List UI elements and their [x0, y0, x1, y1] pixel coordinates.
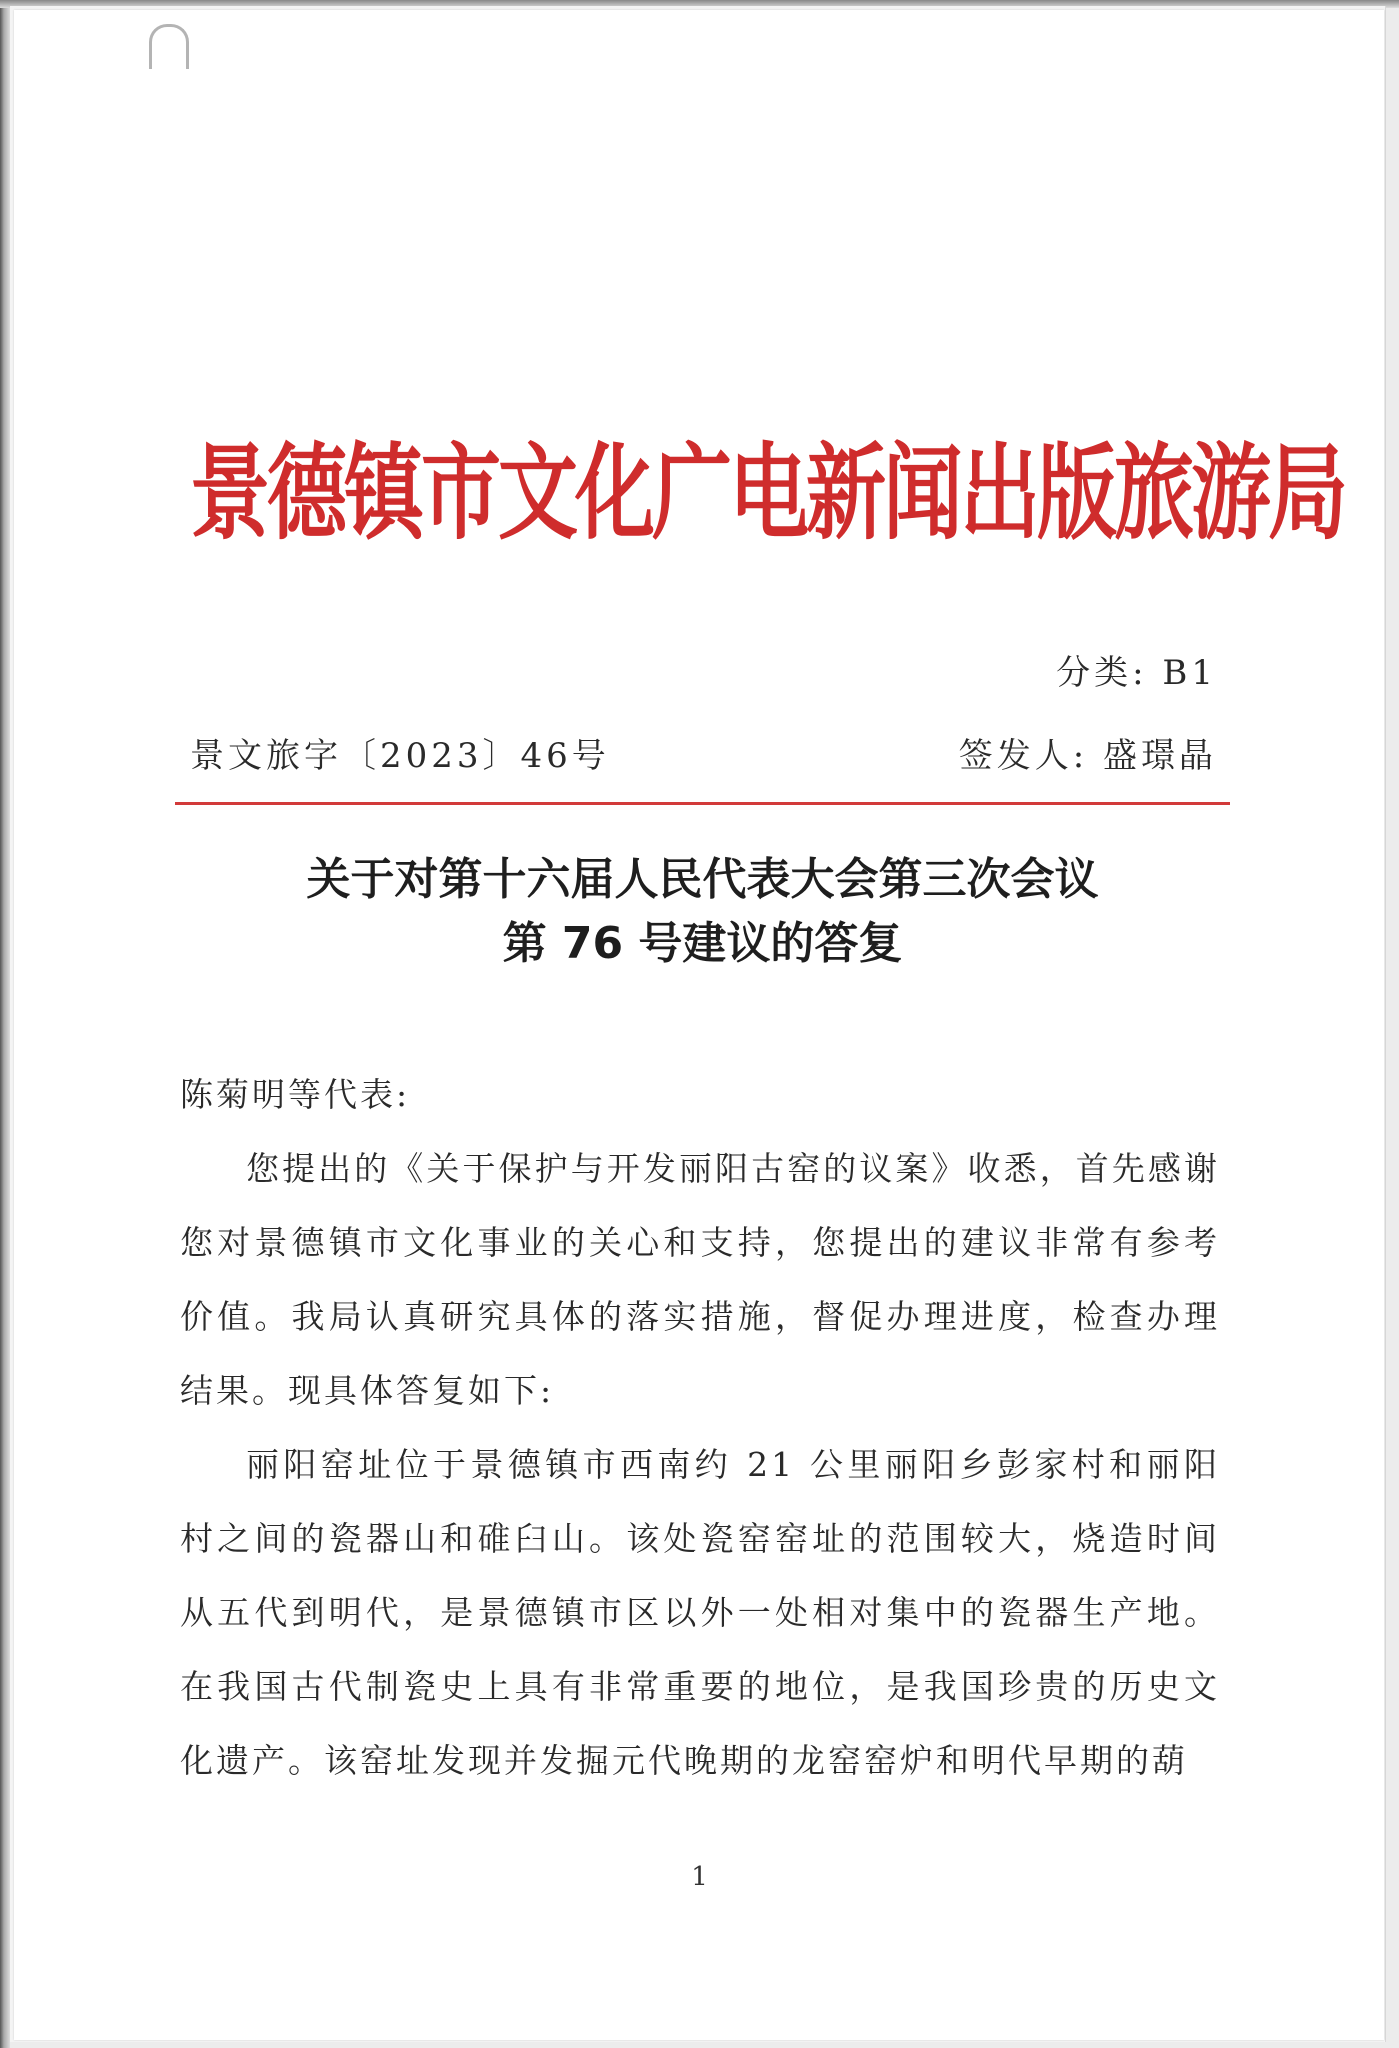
red-separator-rule	[175, 802, 1230, 805]
scan-edge-shadow	[0, 0, 10, 2048]
document-title	[175, 848, 1230, 976]
salutation: 陈菊明等代表:	[180, 1075, 411, 1114]
title-line-1: 关于对第十六届人民代表大会第三次会议	[306, 854, 1099, 905]
signer-label: 签发人: 盛璟晶	[958, 736, 1217, 776]
body-paragraph-2: 丽阳窑址位于景德镇市西南约 21 公里丽阳乡彭家村和丽阳村之间的瓷器山和碓臼山。该处瓷窑窑址的范围较大，烧造时间从五代到明代，是景德镇市区以外一处相对集中的瓷器生产地。在我国古代制瓷史上具有非常重要的地位，是我国珍贵的历史文化遗产。该窑址发现并发掘元代晚期的龙窑窑炉和明代早期的葫	[180, 1445, 1220, 1780]
page-number: 1	[691, 1862, 708, 1892]
document-number: 景文旅字〔2023〕46号	[190, 736, 610, 776]
paper-clip-mark	[149, 24, 189, 69]
title-line-2: 第 76 号建议的答复	[502, 918, 903, 969]
classification-label: 分类: B1	[1056, 653, 1217, 693]
letterhead-org-name: 景德镇市文化广电新闻出版旅游局	[190, 437, 1345, 553]
document-body	[180, 1058, 1220, 1798]
body-paragraph-1: 您提出的《关于保护与开发丽阳古窑的议案》收悉，首先感谢您对景德镇市文化事业的关心和支持，您提出的建议非常有参考价值。我局认真研究具体的落实措施，督促办理进度，检查办理结果。现具体答复如下:	[180, 1149, 1220, 1410]
